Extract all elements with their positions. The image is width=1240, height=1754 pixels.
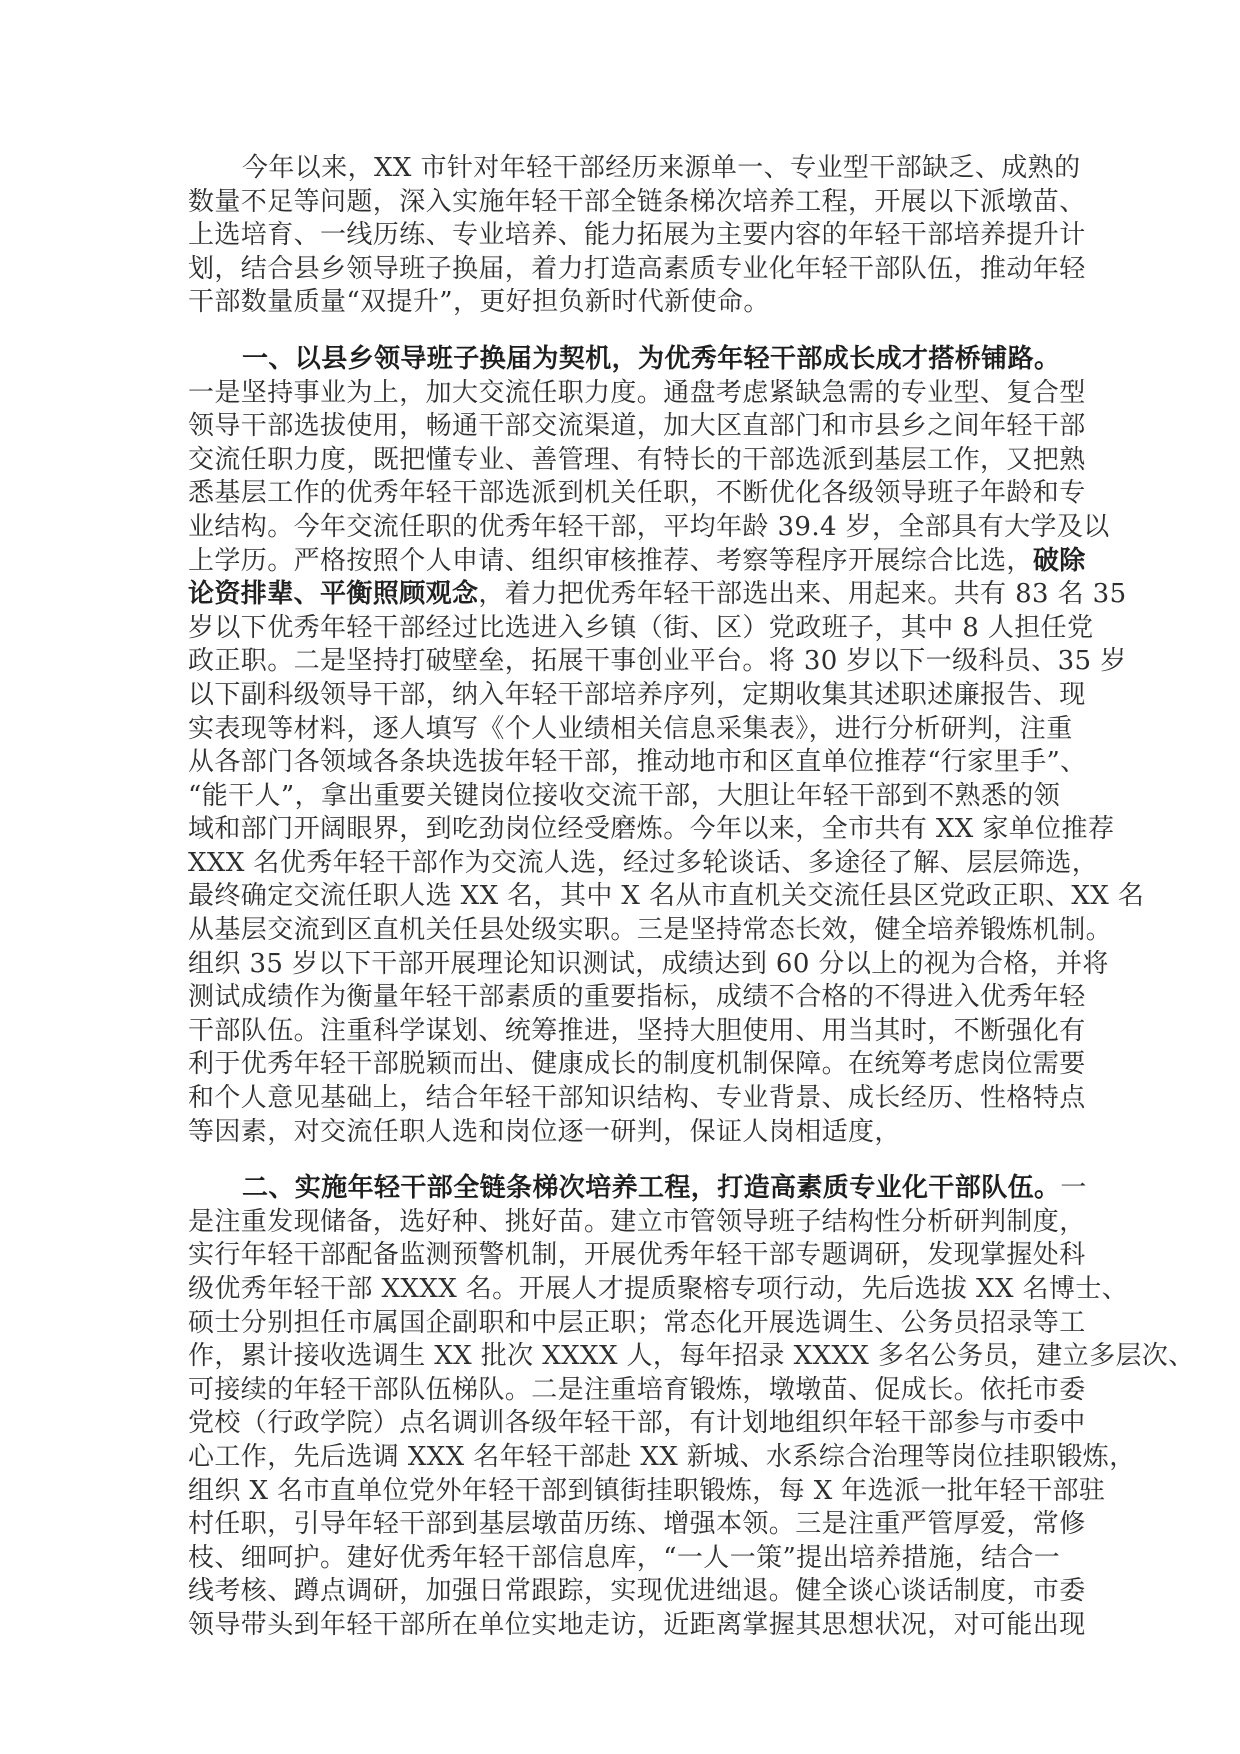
text-line: 组织 X 名市直单位党外年轻干部到镇街挂职锻炼，每 X 年选派一批年轻干部驻 [188, 1475, 1106, 1506]
text-line: 实表现等材料，逐人填写《个人业绩相关信息采集表》，进行分析研判，注重 [188, 713, 1073, 744]
text-line: “能干人”，拿出重要关键岗位接收交流干部，大胆让年轻干部到不熟悉的领 [188, 780, 1061, 811]
section-2-heading-line [188, 1172, 1087, 1206]
text-line: 最终确定交流任职人选 XX 名，其中 X 名从市直机关交流任县区党政正职、XX 名 [188, 881, 1145, 912]
text-line: 枝、细呵护。建好优秀年轻干部信息库，“一人一策”提出培养措施，结合一 [188, 1542, 1061, 1573]
text-line: 实行年轻干部配备监测预警机制，开展优秀年轻干部专题调研，发现掌握处科 [188, 1240, 1086, 1271]
text-line: XXX 名优秀年轻干部作为交流人选，经过多轮谈话、多途径了解、层层筛选， [188, 847, 1099, 878]
paragraph-spacer [188, 1149, 1058, 1172]
text-line: 域和部门开阔眼界，到吃劲岗位经受磨炼。今年以来，全市共有 XX 家单位推荐 [188, 814, 1115, 845]
text-line: 党校（行政学院）点名调训各级年轻干部，有计划地组织年轻干部参与市委中 [188, 1408, 1086, 1439]
text-line: 今年以来，XX 市针对年轻干部经历来源单一、专业型干部缺乏、成熟的 [242, 153, 1081, 183]
text-line: 线考核、蹲点调研，加强日常跟踪，实现优进绌退。健全谈心谈话制度，市委 [188, 1576, 1086, 1607]
text-line: 一是坚持事业为上，加大交流任职力度。通盘考虑紧缺急需的专业型、复合型 [188, 377, 1086, 408]
text-line: 干部数量质量“双提升”，更好担负新时代新使命。 [188, 287, 770, 318]
text-segment: 上学历。严格按照个人申请、组织审核推荐、考察等程序开展综合比选， [188, 545, 1033, 576]
text-line: 以下副科级领导干部，纳入年轻干部培养序列，定期收集其述职述廉报告、现 [188, 679, 1086, 710]
text-segment: 一 [1060, 1173, 1087, 1204]
text-line: 可接续的年轻干部队伍梯队。二是注重培育锻炼，墩墩苗、促成长。依托市委 [188, 1374, 1086, 1405]
text-line: 和个人意见基础上，结合年轻干部知识结构、专业背景、成长经历、性格特点 [188, 1083, 1086, 1114]
text-line: 级优秀年轻干部 XXXX 名。开展人才提质聚榕专项行动，先后选拔 XX 名博士、 [188, 1274, 1129, 1304]
text-line: 硕士分别担任市属国企副职和中层正职；常态化开展选调生、公务员招录等工 [188, 1307, 1086, 1338]
section-2-heading: 二、实施年轻干部全链条梯次培养工程，打造高素质专业化干部队伍。 [242, 1173, 1061, 1204]
text-line: 等因素，对交流任职人选和岗位逐一研判，保证人岗相适度， [188, 1116, 901, 1147]
text-line: 领导带头到年轻干部所在单位实地走访，近距离掌握其思想状况，对可能出现 [188, 1609, 1086, 1640]
text-line: 利于优秀年轻干部脱颖而出、健康成长的制度机制保障。在统筹考虑岗位需要 [188, 1049, 1086, 1080]
document-page [188, 152, 1195, 1643]
text-line: 领导干部选拔使用，畅通干部交流渠道，加大区直部门和市县乡之间年轻干部 [188, 411, 1086, 442]
text-line: 悉基层工作的优秀年轻干部选派到机关任职，不断优化各级领导班子年龄和专 [188, 478, 1086, 509]
text-line: 心工作，先后选调 XXX 名年轻干部赴 XX 新城、水系综合治理等岗位挂职锻炼， [188, 1441, 1136, 1472]
text-line: 从各部门各领域各条块选拔年轻干部，推动地市和区直单位推荐“行家里手”、 [188, 747, 1087, 778]
text-line: 测试成绩作为衡量年轻干部素质的重要指标，成绩不合格的不得进入优秀年轻 [188, 982, 1086, 1013]
section-2-paragraph [188, 1172, 1195, 1642]
text-line: 干部队伍。注重科学谋划、统筹推进，坚持大胆使用、用当其时，不断强化有 [188, 1015, 1086, 1046]
text-line: 作，累计接收选调生 XX 批次 XXXX 人，每年招录 XXXX 多名公务员，建立多层次、 [188, 1341, 1195, 1372]
text-line: 政正职。二是坚持打破壁垒，拓展干事创业平台。将 30 岁以下一级科员、35 岁 [188, 646, 1127, 677]
text-line: 岁以下优秀年轻干部经过比选进入乡镇（街、区）党政班子，其中 8 人担任党 [188, 612, 1094, 643]
text-line: 组织 35 岁以下干部开展理论知识测试，成绩达到 60 分以上的视为合格，并将 [188, 948, 1109, 979]
section-1-heading: 一、以县乡领导班子换届为契机，为优秀年轻干部成长成才搭桥铺路。 [242, 343, 1061, 374]
text-line: 村任职，引导年轻干部到基层墩苗历练、增强本领。三是注重严管厚爱，常修 [188, 1509, 1086, 1540]
text-line-with-emphasis [188, 545, 1086, 579]
emphasis-text: 破除 [1032, 545, 1086, 576]
text-line: 数量不足等问题，深入实施年轻干部全链条梯次培养工程，开展以下派墩苗、 [188, 186, 1086, 217]
text-line-with-emphasis [188, 578, 1127, 612]
paragraph-spacer [188, 320, 1058, 343]
text-line: 交流任职力度，既把懂专业、善管理、有特长的干部选派到基层工作，又把熟 [188, 444, 1086, 475]
text-line: 业结构。今年交流任职的优秀年轻干部，平均年龄 39.4 岁，全部具有大学及以 [188, 511, 1110, 542]
text-line: 是注重发现储备，选好种、挑好苗。建立市管领导班子结构性分析研判制度， [188, 1206, 1086, 1237]
section-1-paragraph [188, 343, 1145, 1149]
text-segment: ，着力把优秀年轻干部选出来、用起来。共有 83 名 35 [478, 579, 1127, 610]
intro-paragraph [188, 152, 1086, 320]
emphasis-text: 论资排辈、平衡照顾观念 [188, 579, 479, 610]
text-line: 划，结合县乡领导班子换届，着力打造高素质专业化年轻干部队伍，推动年轻 [188, 253, 1086, 284]
text-line: 从基层交流到区直机关任县处级实职。三是坚持常态长效，健全培养锻炼机制。 [188, 915, 1113, 946]
text-line: 上选培育、一线历练、专业培养、能力拓展为主要内容的年轻干部培养提升计 [188, 220, 1086, 251]
